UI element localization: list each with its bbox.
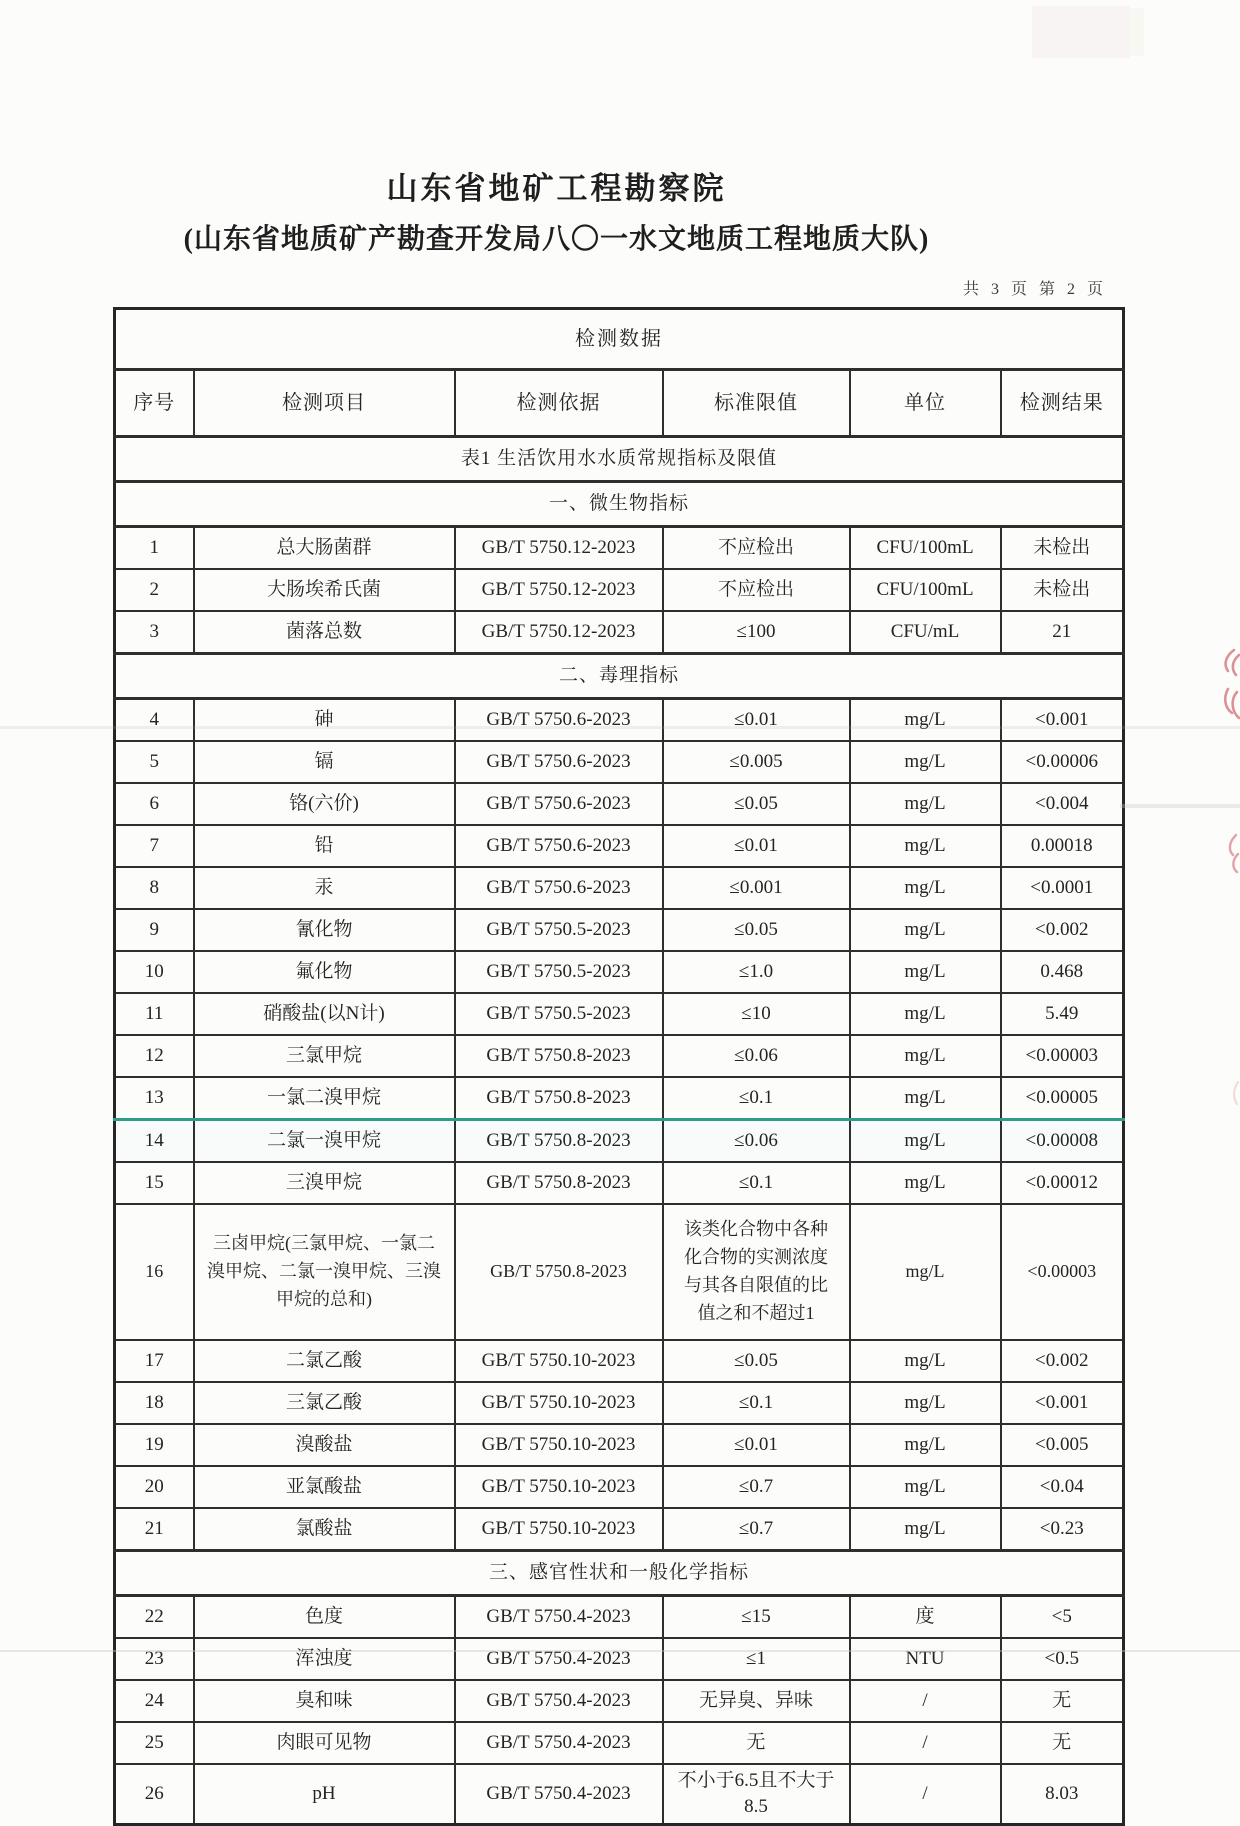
cell-method: GB/T 5750.10-2023 bbox=[455, 1340, 663, 1382]
cell-item: 氯酸盐 bbox=[194, 1508, 455, 1551]
cell-result: 未检出 bbox=[1001, 569, 1124, 611]
cell-unit: mg/L bbox=[850, 1508, 1001, 1551]
cell-result: <0.00006 bbox=[1001, 741, 1124, 783]
section-row bbox=[115, 654, 1124, 699]
cell-method: GB/T 5750.4-2023 bbox=[455, 1764, 663, 1825]
cell-limit: ≤15 bbox=[663, 1596, 850, 1639]
table-row bbox=[115, 909, 1124, 951]
cell-item: 三氯甲烷 bbox=[194, 1035, 455, 1077]
cell-item: 浑浊度 bbox=[194, 1638, 455, 1680]
cell-seq: 5 bbox=[115, 741, 194, 783]
doc-subtitle: (山东省地质矿产勘查开发局八〇一水文地质工程地质大队) bbox=[183, 224, 930, 255]
cell-limit: ≤100 bbox=[663, 611, 850, 654]
cell-limit: 不应检出 bbox=[663, 527, 850, 570]
table-row bbox=[115, 527, 1124, 570]
cell-method: GB/T 5750.8-2023 bbox=[455, 1035, 663, 1077]
table-row bbox=[115, 1508, 1124, 1551]
cell-result: <0.5 bbox=[1001, 1638, 1124, 1680]
cell-result: <0.00003 bbox=[1001, 1035, 1124, 1077]
cell-unit: mg/L bbox=[850, 1204, 1001, 1340]
cell-method: GB/T 5750.6-2023 bbox=[455, 867, 663, 909]
cell-seq: 17 bbox=[115, 1340, 194, 1382]
table-title: 检测数据 bbox=[115, 309, 1124, 370]
red-stamp-fragment bbox=[1224, 832, 1240, 874]
cell-limit: ≤0.01 bbox=[663, 1424, 850, 1466]
cell-limit: ≤0.005 bbox=[663, 741, 850, 783]
cell-seq: 7 bbox=[115, 825, 194, 867]
table-row bbox=[115, 783, 1124, 825]
cell-limit: 该类化合物中各种化合物的实测浓度与其各自限值的比值之和不超过1 bbox=[663, 1204, 850, 1340]
table-row bbox=[115, 1077, 1124, 1120]
cell-limit: ≤0.1 bbox=[663, 1382, 850, 1424]
cell-item: 二氯一溴甲烷 bbox=[194, 1120, 455, 1163]
page-number-note: 共 3 页 第 2 页 bbox=[963, 281, 1108, 298]
cell-item: 三溴甲烷 bbox=[194, 1162, 455, 1204]
cell-result: 未检出 bbox=[1001, 527, 1124, 570]
cell-unit: mg/L bbox=[850, 825, 1001, 867]
col-header-method: 检测依据 bbox=[455, 370, 663, 437]
cell-seq: 15 bbox=[115, 1162, 194, 1204]
cell-method: GB/T 5750.6-2023 bbox=[455, 825, 663, 867]
cell-seq: 23 bbox=[115, 1638, 194, 1680]
document-header bbox=[0, 163, 1113, 257]
cell-result: 5.49 bbox=[1001, 993, 1124, 1035]
cell-result: 无 bbox=[1001, 1680, 1124, 1722]
cell-item: 总大肠菌群 bbox=[194, 527, 455, 570]
cell-unit: mg/L bbox=[850, 993, 1001, 1035]
cell-method: GB/T 5750.5-2023 bbox=[455, 909, 663, 951]
cell-seq: 9 bbox=[115, 909, 194, 951]
red-stamp-fragment bbox=[1219, 646, 1240, 724]
cell-seq: 16 bbox=[115, 1204, 194, 1340]
cell-method: GB/T 5750.5-2023 bbox=[455, 951, 663, 993]
table-row bbox=[115, 611, 1124, 654]
cell-unit: 度 bbox=[850, 1596, 1001, 1639]
table-row bbox=[115, 867, 1124, 909]
cell-limit: ≤0.05 bbox=[663, 1340, 850, 1382]
column-header-row bbox=[115, 370, 1124, 437]
cell-item: 臭和味 bbox=[194, 1680, 455, 1722]
table-row bbox=[115, 1638, 1124, 1680]
section-label: 表1 生活饮用水水质常规指标及限值 bbox=[115, 437, 1124, 482]
cell-limit: ≤10 bbox=[663, 993, 850, 1035]
cell-limit: ≤0.7 bbox=[663, 1508, 850, 1551]
cell-seq: 3 bbox=[115, 611, 194, 654]
cell-item: 铬(六价) bbox=[194, 783, 455, 825]
cell-unit: mg/L bbox=[850, 951, 1001, 993]
cell-limit: ≤0.1 bbox=[663, 1162, 850, 1204]
cell-limit: ≤0.001 bbox=[663, 867, 850, 909]
cell-method: GB/T 5750.6-2023 bbox=[455, 741, 663, 783]
table-row bbox=[115, 1722, 1124, 1764]
cell-seq: 10 bbox=[115, 951, 194, 993]
cell-method: GB/T 5750.12-2023 bbox=[455, 527, 663, 570]
section-row bbox=[115, 437, 1124, 482]
cell-limit: ≤0.01 bbox=[663, 699, 850, 742]
cell-method: GB/T 5750.12-2023 bbox=[455, 611, 663, 654]
cell-method: GB/T 5750.4-2023 bbox=[455, 1722, 663, 1764]
cell-item: 氟化物 bbox=[194, 951, 455, 993]
cell-result: 0.468 bbox=[1001, 951, 1124, 993]
cell-method: GB/T 5750.8-2023 bbox=[455, 1120, 663, 1163]
cell-result: <0.002 bbox=[1001, 909, 1124, 951]
cell-method: GB/T 5750.10-2023 bbox=[455, 1508, 663, 1551]
cell-seq: 1 bbox=[115, 527, 194, 570]
cell-result: 0.00018 bbox=[1001, 825, 1124, 867]
cell-item: 一氯二溴甲烷 bbox=[194, 1077, 455, 1120]
cell-method: GB/T 5750.4-2023 bbox=[455, 1680, 663, 1722]
section-row bbox=[115, 482, 1124, 527]
cell-seq: 21 bbox=[115, 1508, 194, 1551]
cell-item: 砷 bbox=[194, 699, 455, 742]
table-row bbox=[115, 1680, 1124, 1722]
cell-item: 三氯乙酸 bbox=[194, 1382, 455, 1424]
cell-result: <0.005 bbox=[1001, 1424, 1124, 1466]
cell-limit: ≤0.06 bbox=[663, 1120, 850, 1163]
cell-seq: 19 bbox=[115, 1424, 194, 1466]
cell-item: 二氯乙酸 bbox=[194, 1340, 455, 1382]
scan-artifact-line bbox=[0, 1650, 1240, 1652]
cell-item: pH bbox=[194, 1764, 455, 1825]
table-row bbox=[115, 569, 1124, 611]
table-row bbox=[115, 1424, 1124, 1466]
cell-seq: 4 bbox=[115, 699, 194, 742]
table-row bbox=[115, 1035, 1124, 1077]
cell-item: 肉眼可见物 bbox=[194, 1722, 455, 1764]
cell-result: <0.00005 bbox=[1001, 1077, 1124, 1120]
cell-limit: ≤0.7 bbox=[663, 1466, 850, 1508]
cell-limit: ≤0.05 bbox=[663, 909, 850, 951]
cell-unit: mg/L bbox=[850, 1162, 1001, 1204]
col-header-item: 检测项目 bbox=[194, 370, 455, 437]
scan-smudge-green bbox=[1128, 8, 1144, 56]
scan-artifact-line bbox=[1120, 804, 1240, 808]
cell-result: <0.00012 bbox=[1001, 1162, 1124, 1204]
cell-item: 镉 bbox=[194, 741, 455, 783]
cell-unit: mg/L bbox=[850, 1382, 1001, 1424]
test-data-table bbox=[113, 307, 1125, 1826]
cell-result: <0.00003 bbox=[1001, 1204, 1124, 1340]
cell-result: 21 bbox=[1001, 611, 1124, 654]
cell-unit: mg/L bbox=[850, 741, 1001, 783]
cell-seq: 20 bbox=[115, 1466, 194, 1508]
table-row bbox=[115, 1340, 1124, 1382]
cell-method: GB/T 5750.12-2023 bbox=[455, 569, 663, 611]
cell-limit: 无 bbox=[663, 1722, 850, 1764]
cell-item: 菌落总数 bbox=[194, 611, 455, 654]
cell-seq: 26 bbox=[115, 1764, 194, 1825]
section-label: 二、毒理指标 bbox=[115, 654, 1124, 699]
cell-unit: CFU/100mL bbox=[850, 527, 1001, 570]
cell-unit: mg/L bbox=[850, 699, 1001, 742]
cell-unit: NTU bbox=[850, 1638, 1001, 1680]
cell-method: GB/T 5750.6-2023 bbox=[455, 783, 663, 825]
cell-limit: 不应检出 bbox=[663, 569, 850, 611]
cell-seq: 13 bbox=[115, 1077, 194, 1120]
cell-method: GB/T 5750.6-2023 bbox=[455, 699, 663, 742]
cell-unit: / bbox=[850, 1680, 1001, 1722]
red-stamp-fragment bbox=[1230, 1080, 1240, 1106]
cell-seq: 14 bbox=[115, 1120, 194, 1163]
table-row bbox=[115, 699, 1124, 742]
table-row bbox=[115, 1382, 1124, 1424]
cell-seq: 2 bbox=[115, 569, 194, 611]
scan-smudge-pink bbox=[1032, 6, 1130, 58]
table-row bbox=[115, 1764, 1124, 1825]
cell-seq: 11 bbox=[115, 993, 194, 1035]
cell-method: GB/T 5750.4-2023 bbox=[455, 1596, 663, 1639]
cell-method: GB/T 5750.8-2023 bbox=[455, 1204, 663, 1340]
col-header-limit: 标准限值 bbox=[663, 370, 850, 437]
table-row bbox=[115, 1162, 1124, 1204]
cell-limit: 不小于6.5且不大于8.5 bbox=[663, 1764, 850, 1825]
table-row bbox=[115, 993, 1124, 1035]
cell-unit: mg/L bbox=[850, 1340, 1001, 1382]
cell-result: 8.03 bbox=[1001, 1764, 1124, 1825]
cell-item: 氰化物 bbox=[194, 909, 455, 951]
cell-item: 溴酸盐 bbox=[194, 1424, 455, 1466]
cell-unit: mg/L bbox=[850, 1035, 1001, 1077]
cell-limit: ≤0.05 bbox=[663, 783, 850, 825]
section-row bbox=[115, 1551, 1124, 1596]
cell-unit: / bbox=[850, 1764, 1001, 1825]
cell-unit: CFU/mL bbox=[850, 611, 1001, 654]
cell-result: <0.0001 bbox=[1001, 867, 1124, 909]
cell-seq: 25 bbox=[115, 1722, 194, 1764]
cell-result: <0.004 bbox=[1001, 783, 1124, 825]
col-header-seq: 序号 bbox=[115, 370, 194, 437]
cell-unit: mg/L bbox=[850, 1466, 1001, 1508]
col-header-unit: 单位 bbox=[850, 370, 1001, 437]
cell-limit: ≤1.0 bbox=[663, 951, 850, 993]
cell-seq: 6 bbox=[115, 783, 194, 825]
cell-item: 色度 bbox=[194, 1596, 455, 1639]
cell-result: <0.00008 bbox=[1001, 1120, 1124, 1163]
cell-result: <0.23 bbox=[1001, 1508, 1124, 1551]
scan-artifact-line bbox=[0, 726, 1240, 729]
cell-limit: ≤0.06 bbox=[663, 1035, 850, 1077]
section-label: 三、感官性状和一般化学指标 bbox=[115, 1551, 1124, 1596]
cell-method: GB/T 5750.4-2023 bbox=[455, 1638, 663, 1680]
col-header-result: 检测结果 bbox=[1001, 370, 1124, 437]
cell-unit: mg/L bbox=[850, 867, 1001, 909]
cell-unit: / bbox=[850, 1722, 1001, 1764]
cell-method: GB/T 5750.10-2023 bbox=[455, 1382, 663, 1424]
cell-unit: mg/L bbox=[850, 1077, 1001, 1120]
cell-method: GB/T 5750.10-2023 bbox=[455, 1424, 663, 1466]
table-body bbox=[115, 437, 1124, 1825]
cell-limit: ≤0.1 bbox=[663, 1077, 850, 1120]
cell-method: GB/T 5750.5-2023 bbox=[455, 993, 663, 1035]
table-row bbox=[115, 825, 1124, 867]
cell-unit: mg/L bbox=[850, 1424, 1001, 1466]
table-row bbox=[115, 1596, 1124, 1639]
cell-limit: ≤0.01 bbox=[663, 825, 850, 867]
cell-result: <0.04 bbox=[1001, 1466, 1124, 1508]
cell-method: GB/T 5750.8-2023 bbox=[455, 1162, 663, 1204]
table-row bbox=[115, 951, 1124, 993]
cell-item: 三卤甲烷(三氯甲烷、一氯二溴甲烷、二氯一溴甲烷、三溴甲烷的总和) bbox=[194, 1204, 455, 1340]
cell-unit: mg/L bbox=[850, 909, 1001, 951]
table-title-row bbox=[115, 309, 1124, 370]
cell-item: 大肠埃希氏菌 bbox=[194, 569, 455, 611]
section-label: 一、微生物指标 bbox=[115, 482, 1124, 527]
cell-item: 硝酸盐(以N计) bbox=[194, 993, 455, 1035]
cell-unit: CFU/100mL bbox=[850, 569, 1001, 611]
table-row bbox=[115, 1204, 1124, 1340]
cell-seq: 18 bbox=[115, 1382, 194, 1424]
cell-result: 无 bbox=[1001, 1722, 1124, 1764]
cell-unit: mg/L bbox=[850, 1120, 1001, 1163]
cell-item: 铅 bbox=[194, 825, 455, 867]
cell-result: <0.002 bbox=[1001, 1340, 1124, 1382]
cell-unit: mg/L bbox=[850, 783, 1001, 825]
cell-seq: 12 bbox=[115, 1035, 194, 1077]
table-row bbox=[115, 1120, 1124, 1163]
table-row bbox=[115, 1466, 1124, 1508]
cell-method: GB/T 5750.8-2023 bbox=[455, 1077, 663, 1120]
cell-item: 亚氯酸盐 bbox=[194, 1466, 455, 1508]
cell-result: <5 bbox=[1001, 1596, 1124, 1639]
table-row bbox=[115, 741, 1124, 783]
cell-item: 汞 bbox=[194, 867, 455, 909]
cell-limit: 无异臭、异味 bbox=[663, 1680, 850, 1722]
cell-seq: 22 bbox=[115, 1596, 194, 1639]
cell-limit: ≤1 bbox=[663, 1638, 850, 1680]
cell-result: <0.001 bbox=[1001, 1382, 1124, 1424]
cell-result: <0.001 bbox=[1001, 699, 1124, 742]
cell-seq: 8 bbox=[115, 867, 194, 909]
doc-title: 山东省地矿工程勘察院 bbox=[386, 171, 727, 206]
cell-method: GB/T 5750.10-2023 bbox=[455, 1466, 663, 1508]
cell-seq: 24 bbox=[115, 1680, 194, 1722]
